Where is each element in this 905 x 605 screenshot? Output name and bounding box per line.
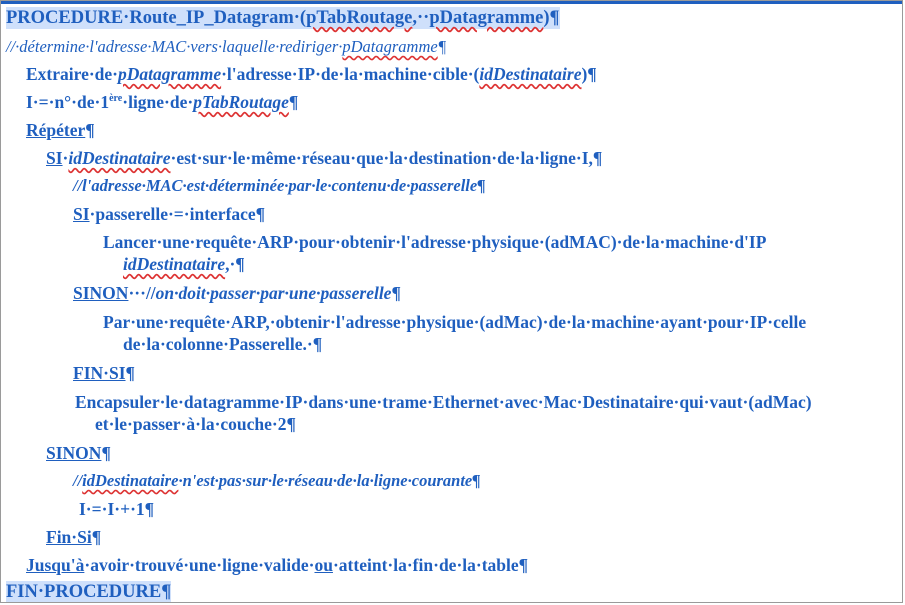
if-iddestinataire: idDestinataire	[68, 148, 171, 168]
init-i-text: I·=·n°·de·1	[26, 92, 110, 112]
encapsulate-text: Encapsuler·le·datagramme·IP·dans·une·trame·Ethernet·avec·Mac·Destinataire·qui·vaut·(adMac)	[75, 392, 812, 412]
fin-si-keyword: Fin·Si	[46, 527, 92, 547]
if-gateway-text: ·passerelle·=·interface¶	[89, 204, 266, 224]
param-pdatagramme: pDatagramme	[429, 8, 544, 28]
procedure-header-end: )¶	[543, 8, 560, 28]
increment-text: I·=·I·+·1¶	[79, 499, 155, 519]
end-procedure-line	[6, 581, 171, 603]
extract-iddestinataire: idDestinataire	[479, 64, 582, 84]
pilcrow: ¶	[288, 92, 299, 112]
comment-pdatagramme: pDatagramme	[342, 37, 438, 56]
space: ·	[62, 148, 69, 168]
comment-not-same-network-text: ·n'est·pas·sur·le·réseau·de·la·ligne·courante¶	[178, 471, 481, 490]
increment-line	[79, 498, 154, 520]
comment-text: //·détermine·l'adresse·MAC·vers·laquelle·rediriger·	[6, 37, 343, 56]
pilcrow: ¶	[85, 120, 95, 140]
init-i-text-2: ·ligne·de·	[122, 92, 194, 112]
encapsulate-text-2: et·le·passer·à·la·couche·2¶	[95, 414, 296, 434]
procedure-keyword: PROCEDURE·Route_IP_Datagram·(	[6, 8, 307, 28]
comment-mac-gateway-line	[73, 175, 485, 197]
init-i-line	[26, 91, 298, 113]
until-keyword: Jusqu'à	[26, 555, 85, 575]
encapsulate-line	[75, 391, 903, 413]
arp-iddestinataire: idDestinataire	[123, 254, 226, 274]
if-condition-text: ·est·sur·le·même·réseau·que·la·destination·de·la·ligne·I,¶	[170, 148, 603, 168]
arp-gateway-text-2: de·la·colonne·Passerelle.·¶	[123, 334, 323, 354]
procedure-header	[6, 7, 560, 29]
extract-end: )¶	[581, 64, 597, 84]
pilcrow: ¶	[391, 283, 401, 303]
until-text: ·avoir·trouvé·une·ligne·valide·	[84, 555, 315, 575]
arp-request-line-2	[123, 253, 245, 275]
pilcrow: ¶	[125, 363, 135, 383]
si-keyword: SI	[46, 148, 63, 168]
arp-request-text: Lancer·une·requête·ARP·pour·obtenir·l'adresse·physique·(adMAC)·de·la·machine·d'IP	[103, 232, 767, 252]
ordinal-superscript: ère	[109, 93, 123, 104]
or-keyword: ou	[314, 555, 333, 575]
arp-request-line	[103, 231, 903, 253]
param-separator: ,··	[412, 8, 430, 28]
extract-pdatagramme: pDatagramme	[118, 64, 222, 84]
arp-gateway-text: Par·une·requête·ARP,·obtenir·l'adresse·physique·(adMac)·de·la·machine·ayant·pour·IP·celle	[103, 312, 807, 332]
repeat-keyword: Répéter	[26, 120, 86, 140]
pilcrow: ¶	[91, 527, 102, 547]
until-line	[26, 554, 528, 576]
param-ptabroutage: pTabRoutage	[306, 8, 413, 28]
else-line	[46, 442, 111, 464]
comment-iddestinataire: idDestinataire	[82, 471, 179, 490]
else-gateway-line	[73, 282, 401, 304]
si-keyword: SI	[73, 204, 90, 224]
arp-gateway-line	[103, 311, 903, 333]
arp-end: ,·¶	[225, 254, 245, 274]
encapsulate-line-2	[95, 413, 296, 435]
sinon-keyword: SINON	[73, 283, 129, 303]
fin-si-keyword: FIN·SI	[73, 363, 126, 383]
repeat-line	[26, 119, 95, 141]
pilcrow: ¶	[437, 37, 447, 56]
until-text-2: ·atteint·la·fin·de·la·table¶	[332, 555, 529, 575]
else-comment-text: on·doit·passer·par·une·passerelle	[155, 283, 392, 303]
extract-line	[26, 63, 597, 85]
comment-mac-line	[6, 36, 446, 58]
extract-text: Extraire·de·	[26, 64, 119, 84]
arp-gateway-line-2	[123, 333, 322, 355]
selection-top-border	[1, 1, 903, 4]
extract-text-2: ·l'adresse·IP·de·la·machine·cible·(	[221, 64, 480, 84]
init-ptabroutage: pTabRoutage	[193, 92, 289, 112]
sinon-keyword: SINON	[46, 443, 102, 463]
if-same-network-line	[46, 147, 602, 169]
else-comment-start: ···//	[128, 283, 156, 303]
comment-mac-gateway-text: //l'adresse·MAC·est·déterminée·par·le·contenu·de·passerelle¶	[73, 176, 486, 195]
end-if-outer-line	[46, 526, 101, 548]
end-if-line	[73, 362, 135, 384]
comment-not-same-network-line	[73, 470, 481, 492]
comment-slashes: //	[73, 471, 83, 490]
if-gateway-interface-line	[73, 203, 265, 225]
pilcrow: ¶	[101, 443, 111, 463]
end-procedure-keyword: FIN·PROCEDURE¶	[6, 582, 172, 602]
